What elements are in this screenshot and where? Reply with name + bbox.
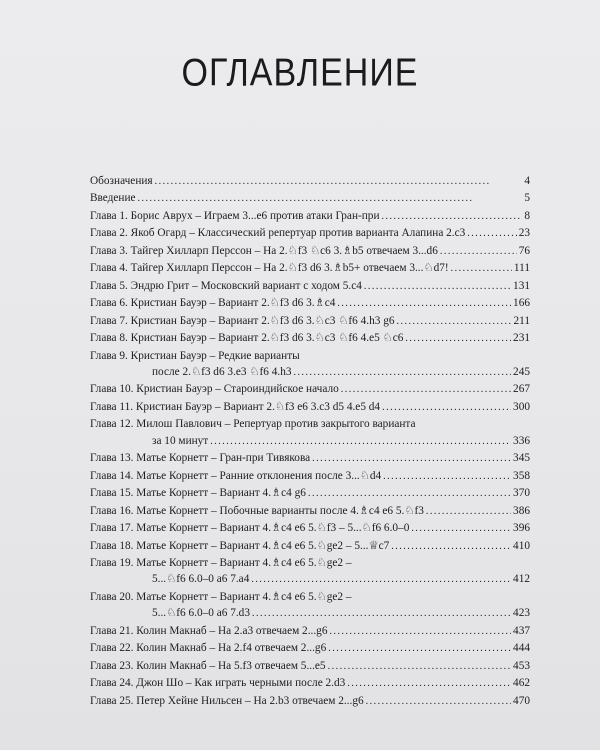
page-title: ОГЛАВЛЕНИЕ <box>181 51 419 95</box>
toc-page-number: 410 <box>513 539 530 552</box>
dot-leader <box>252 605 511 622</box>
toc-entry-title-row <box>90 555 530 571</box>
toc-page-number: 423 <box>513 607 530 620</box>
toc-page-number: 412 <box>513 573 530 586</box>
toc-entry-title: Глава 14. Матье Корнетт – Ранние отклонения после 3...♘d4 <box>90 469 382 482</box>
toc-page-number: 231 <box>513 332 530 345</box>
toc-entry-title-row <box>90 468 530 485</box>
toc-entry-title-row <box>90 313 530 330</box>
toc-page-number: 437 <box>513 624 530 637</box>
toc-entry <box>90 538 530 555</box>
toc-entry-title: Глава 20. Матье Корнетт – Вариант 4.♗c4 e6 5.♘ge2 – <box>90 590 352 603</box>
dot-leader <box>397 313 512 330</box>
toc-entry-title: Глава 6. Кристиан Бауэр – Вариант 2.♘f3 d6 3.♗c4 <box>90 297 336 310</box>
toc-entry <box>90 555 530 589</box>
dot-leader <box>341 381 511 398</box>
toc-entry <box>90 278 530 295</box>
toc-entry-title: Глава 7. Кристиан Бауэр – Вариант 2.♘f3 d6 3.♘c3 ♘f6 4.h3 g6 <box>90 314 395 327</box>
dot-leader <box>138 190 523 207</box>
toc-entry-title-row <box>90 295 530 312</box>
dot-leader <box>294 364 512 381</box>
toc-page-number: 444 <box>513 642 530 655</box>
toc-page-number: 245 <box>513 365 530 378</box>
toc-page-number: 76 <box>518 244 530 257</box>
toc-entry-title: Глава 13. Матье Корнетт – Гран-при Тивякова <box>90 452 311 465</box>
toc-entry <box>90 416 530 450</box>
toc-entry-title: 5...♘f6 6.0–0 a6 7.a4 <box>152 573 250 586</box>
toc-entry-title: Глава 23. Колин Макнаб – На 5.f3 отвечаем 5...e5 <box>90 659 326 672</box>
dot-leader <box>426 503 511 520</box>
toc-entry-title-row <box>90 675 530 692</box>
dot-leader <box>347 675 511 692</box>
toc-entry <box>90 485 530 502</box>
toc-entry-title: Обозначения <box>90 175 153 187</box>
toc-entry-title: Введение <box>90 192 136 205</box>
toc-entry-title-row <box>90 640 530 657</box>
toc-page-number: 300 <box>513 400 530 413</box>
toc-entry-title: Глава 11. Кристиан Бауэр – Вариант 2.♘f3 e6 3.c3 d5 4.e5 d4 <box>90 400 381 413</box>
toc-entry-title: Глава 2. Якоб Огард – Классический репертуар против варианта Алапина 2.c3 <box>90 227 466 240</box>
toc-entry-title: Глава 4. Тайгер Хилларп Перссон – На 2.♘f3 d6 3.♗b5+ отвечаем 3...♘d7! <box>90 262 449 275</box>
dot-leader <box>308 485 511 502</box>
toc-entry <box>90 243 530 260</box>
toc-entry-title: Глава 19. Матье Корнетт – Вариант 4.♗c4 e6 5.♘ge2 – <box>90 556 352 569</box>
toc-entry-title: Глава 1. Борис Аврух – Играем 3...e6 против атаки Гран-при <box>90 209 380 222</box>
toc-entry <box>90 173 530 190</box>
toc-entry <box>90 693 530 710</box>
toc-entry-title-row <box>90 225 530 242</box>
toc-entry-title: Глава 21. Колин Макнаб – На 2.a3 отвечаем 2...g6 <box>90 624 328 637</box>
toc-page-number: 470 <box>513 694 530 707</box>
dot-leader <box>391 538 511 555</box>
toc-page-number: 462 <box>513 677 530 690</box>
toc-entry-title-row <box>90 623 530 640</box>
toc-entry-title-row <box>90 658 530 675</box>
toc-page-number: 396 <box>513 522 530 535</box>
toc-page-number: 267 <box>513 383 530 396</box>
toc-entry-title-row <box>90 485 530 502</box>
dot-leader <box>251 571 511 588</box>
toc-entry <box>90 468 530 485</box>
toc-entry-title: 5...♘f6 6.0–0 a6 7.d3 <box>152 607 250 620</box>
dot-leader <box>382 399 511 416</box>
toc-entry <box>90 503 530 520</box>
toc-entry-title: Глава 25. Петер Хейне Нильсен – На 2.b3 отвечаем 2...g6 <box>90 694 364 707</box>
toc-entry-title: Глава 3. Тайгер Хилларп Перссон – На 2.♘f3 ♘c6 3.♗b5 отвечаем 3...d6 <box>90 244 438 257</box>
toc-entry-title-row <box>90 416 530 432</box>
toc-page-number: 386 <box>513 504 530 517</box>
toc-entry <box>90 313 530 330</box>
dot-leader <box>328 658 511 675</box>
toc-page-number: 166 <box>513 297 530 310</box>
toc-entry-title-row <box>90 693 530 710</box>
toc-entry-title-row <box>90 589 530 605</box>
toc-entry <box>90 208 530 225</box>
toc-entry-title: Глава 10. Кристиан Бауэр – Староиндийское начало <box>90 383 339 396</box>
dot-leader <box>337 295 511 312</box>
toc-page-number: 358 <box>513 469 530 482</box>
dot-leader <box>383 468 511 485</box>
toc-entry <box>90 589 530 623</box>
toc-entry-title-row <box>90 399 530 416</box>
toc-entry <box>90 330 530 347</box>
toc-entry <box>90 295 530 312</box>
dot-leader <box>329 623 511 640</box>
toc-entry-title-row <box>90 243 530 260</box>
dot-leader <box>328 640 511 657</box>
toc-page-number: 345 <box>513 452 530 465</box>
toc-entry-title: Глава 9. Кристиан Бауэр – Редкие варианты <box>90 349 300 362</box>
toc-entry-title: Глава 15. Матье Корнетт – Вариант 4.♗c4 g6 <box>90 487 306 500</box>
toc-entry <box>90 381 530 398</box>
toc-entry-title-row <box>90 503 530 520</box>
toc-entry <box>90 399 530 416</box>
toc-entry-title: после 2.♘f3 d6 3.e3 ♘f6 4.h3 <box>152 365 292 378</box>
toc-page-number: 370 <box>513 487 530 500</box>
dot-leader <box>155 173 523 190</box>
toc-entry <box>90 658 530 675</box>
toc-page-number: 23 <box>518 227 530 240</box>
toc-entry <box>90 225 530 242</box>
toc-page-number: 4 <box>524 175 530 187</box>
toc-page-number: 8 <box>524 209 530 222</box>
toc-entry-title: Глава 17. Матье Корнетт – Вариант 4.♗c4 e6 5.♘f3 – 5...♘f6 6.0–0 <box>90 522 410 535</box>
toc-entry-title: за 10 минут <box>152 434 209 447</box>
toc-entry-title-row <box>90 348 530 364</box>
toc-entry-title-row <box>90 173 530 190</box>
toc-entry-title: Глава 22. Колин Макнаб – На 2.f4 отвечаем 2...g6 <box>90 642 327 655</box>
dot-leader <box>364 278 511 295</box>
toc-entry-title-row <box>90 381 530 398</box>
toc-entry-title: Глава 16. Матье Корнетт – Побочные варианты после 4.♗c4 e6 5.♘f3 <box>90 504 424 517</box>
toc-page-number: 5 <box>524 192 530 205</box>
toc-page-number: 111 <box>513 262 530 275</box>
toc-page-number: 336 <box>513 434 530 447</box>
toc-entry <box>90 450 530 467</box>
toc-entry <box>90 675 530 692</box>
toc-entry-title: Глава 5. Эндрю Грит – Московский вариант с ходом 5.c4 <box>90 279 362 292</box>
table-of-contents <box>90 173 530 710</box>
toc-entry-title-row <box>90 190 530 207</box>
toc-entry-title-row <box>90 450 530 467</box>
toc-entry <box>90 260 530 277</box>
toc-page-number: 211 <box>513 314 530 327</box>
toc-entry-title: Глава 24. Джон Шо – Как играть черными после 2.d3 <box>90 677 346 690</box>
dot-leader <box>382 208 523 225</box>
dot-leader <box>411 520 511 537</box>
dot-leader <box>366 693 511 710</box>
toc-entry <box>90 520 530 537</box>
toc-entry-title: Глава 12. Милош Павлович – Репертуар против закрытого варианта <box>90 418 416 431</box>
dot-leader <box>312 450 511 467</box>
toc-entry <box>90 640 530 657</box>
toc-entry-continuation-row <box>90 605 530 622</box>
toc-entry-title-row <box>90 278 530 295</box>
dot-leader <box>210 433 511 450</box>
toc-entry-continuation-row <box>90 433 530 450</box>
toc-entry <box>90 623 530 640</box>
dot-leader <box>467 225 516 242</box>
dot-leader <box>451 260 512 277</box>
toc-entry-continuation-row <box>90 571 530 588</box>
toc-page-number: 453 <box>513 659 530 672</box>
toc-entry-title: Глава 18. Матье Корнетт – Вариант 4.♗c4 e6 5.♘ge2 – 5...♕c7 <box>90 539 390 552</box>
toc-entry-title-row <box>90 260 530 277</box>
toc-entry-title-row <box>90 208 530 225</box>
toc-entry <box>90 190 530 207</box>
toc-page-number: 131 <box>513 279 530 292</box>
toc-entry-continuation-row <box>90 364 530 381</box>
toc-entry-title: Глава 8. Кристиан Бауэр – Вариант 2.♘f3 d6 3.♘c3 ♘f6 4.e5 ♘c6 <box>90 332 404 345</box>
dot-leader <box>440 243 517 260</box>
dot-leader <box>405 330 511 347</box>
toc-entry <box>90 348 530 382</box>
toc-entry-title-row <box>90 520 530 537</box>
toc-entry-title-row <box>90 538 530 555</box>
toc-entry-title-row <box>90 330 530 347</box>
